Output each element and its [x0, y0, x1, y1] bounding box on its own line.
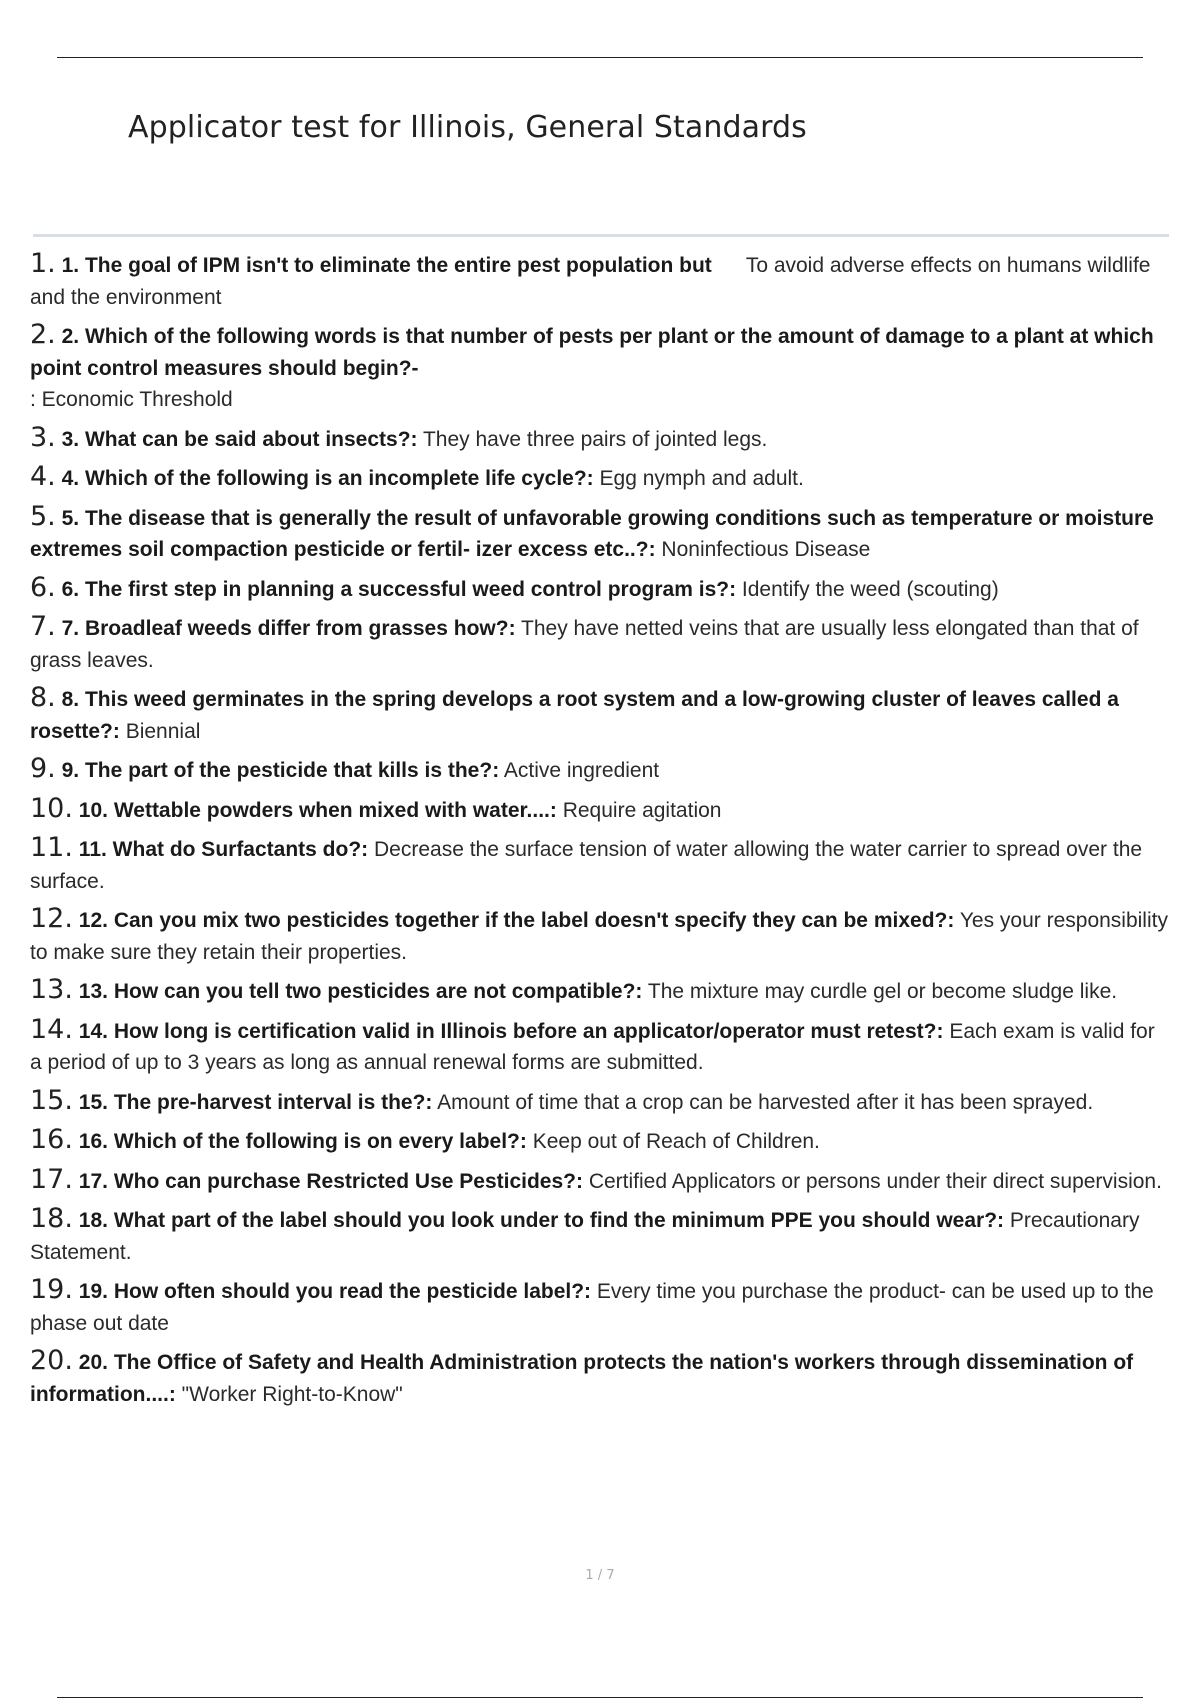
question-text: 17. Who can purchase Restricted Use Pesticides?: — [78, 1169, 583, 1193]
question-text: 15. The pre-harvest interval is the?: — [78, 1090, 433, 1114]
answer-text: They have three pairs of jointed legs. — [422, 427, 768, 451]
question-number: 17. — [30, 1163, 73, 1195]
question-number: 18. — [30, 1203, 73, 1234]
answer-text: Biennial — [125, 719, 201, 743]
answer-text: Require agitation — [562, 798, 722, 822]
question-text: 11. What do Surfactants do?: — [78, 838, 369, 861]
question-item — [30, 248, 1170, 313]
question-item — [30, 1164, 1170, 1198]
answer-text: The mixture may curdle gel or become sludge like. — [647, 980, 1118, 1003]
question-number: 14. — [30, 1013, 73, 1045]
top-rule — [57, 57, 1143, 58]
question-number: 1. — [30, 248, 56, 279]
answer-text: They have netted veins that are usually less elongated than that of grass leaves. — [30, 617, 1139, 672]
question-text: 16. Which of the following is on every label?: — [78, 1130, 527, 1153]
question-item — [30, 461, 1170, 495]
question-item — [30, 1124, 1170, 1158]
question-number: 3. — [30, 421, 56, 453]
question-number: 2. — [30, 319, 56, 350]
question-item — [30, 832, 1170, 897]
question-item — [30, 793, 1170, 827]
question-item — [30, 1203, 1170, 1268]
question-number: 9. — [30, 753, 56, 784]
question-number: 10. — [30, 792, 73, 824]
question-item — [30, 422, 1170, 456]
title-divider — [33, 234, 1169, 237]
answer-text: "Worker Right-to-Know" — [181, 1382, 403, 1406]
answer-text: Yes your responsibility to make sure they retain their properties. — [30, 909, 1168, 964]
question-item — [30, 974, 1170, 1008]
question-number: 11. — [30, 832, 73, 863]
question-text: 7. Broadleaf weeds differ from grasses how?: — [61, 617, 516, 640]
question-text: 3. What can be said about insects?: — [61, 427, 418, 451]
bottom-rule — [57, 1697, 1143, 1698]
question-text: 2. Which of the following words is that number of pests per plant or the amount of damage to a plant at which point control measures should begin?- — [30, 325, 1154, 380]
question-list — [30, 248, 1170, 1416]
question-item — [30, 572, 1170, 606]
page-title: Applicator test for Illinois, General Standards — [128, 110, 807, 145]
question-number: 12. — [30, 903, 73, 934]
question-item — [30, 319, 1170, 416]
question-item — [30, 1014, 1170, 1079]
question-text: 10. Wettable powders when mixed with water....: — [78, 798, 557, 822]
answer-text: To avoid adverse effects on humans wildlife and the environment — [30, 254, 1151, 309]
question-item — [30, 753, 1170, 787]
answer-text: Keep out of Reach of Children. — [532, 1130, 820, 1153]
question-text: 4. Which of the following is an incomplete life cycle?: — [61, 467, 594, 490]
question-item — [30, 682, 1170, 747]
question-text: 6. The first step in planning a successful weed control program is?: — [61, 577, 737, 601]
answer-text: Decrease the surface tension of water allowing the water carrier to spread over the surface. — [30, 838, 1143, 893]
answer-text: Every time you purchase the product- can be used up to the phase out date — [30, 1280, 1154, 1335]
question-item — [30, 611, 1170, 676]
question-number: 7. — [30, 611, 56, 642]
question-text: 20. The Office of Safety and Health Administration protects the nation's workers through dissemination of information....: — [30, 1351, 1134, 1406]
answer-separator: : — [30, 388, 42, 411]
question-number: 13. — [30, 974, 73, 1005]
question-number: 8. — [30, 682, 56, 713]
answer-text: Certified Applicators or persons under their direct supervision. — [588, 1169, 1162, 1193]
question-item — [30, 1274, 1170, 1339]
answer-text: Active ingredient — [503, 759, 660, 782]
question-text: 19. How often should you read the pesticide label?: — [78, 1280, 592, 1303]
answer-text: Noninfectious Disease — [661, 538, 871, 561]
question-text: 1. The goal of IPM isn't to eliminate the entire pest population but — [61, 254, 712, 277]
question-text: 8. This weed germinates in the spring develops a root system and a low-growing cluster of leaves called a rosette?: — [30, 688, 1119, 743]
question-number: 20. — [30, 1345, 73, 1376]
question-number: 15. — [30, 1084, 73, 1116]
question-item — [30, 1085, 1170, 1119]
answer-text: Precautionary Statement. — [30, 1209, 1140, 1264]
question-number: 4. — [30, 461, 56, 492]
page-number: 1 / 7 — [585, 1568, 615, 1583]
question-number: 16. — [30, 1124, 73, 1155]
question-text: 13. How can you tell two pesticides are not compatible?: — [78, 980, 643, 1003]
question-item — [30, 903, 1170, 968]
question-text: 9. The part of the pesticide that kills is the?: — [61, 759, 500, 782]
answer-text: Egg nymph and adult. — [599, 467, 804, 490]
answer-text: Economic Threshold — [41, 388, 233, 411]
question-item — [30, 1345, 1170, 1410]
answer-text: Each exam is valid for a period of up to 3 years as long as annual renewal forms are submitted. — [30, 1019, 1155, 1074]
question-text: 14. How long is certification valid in Illinois before an applicator/operator must retest?: — [78, 1019, 944, 1043]
question-number: 5. — [30, 500, 56, 532]
question-number: 19. — [30, 1274, 73, 1305]
question-number: 6. — [30, 571, 56, 603]
question-text: 12. Can you mix two pesticides together if the label doesn't specify they can be mixed?: — [78, 909, 955, 932]
question-text: 5. The disease that is generally the result of unfavorable growing conditions such as temperature or moisture extremes soil compaction pesticide or fertil- izer excess etc..?: — [30, 506, 1154, 561]
answer-text: Amount of time that a crop can be harvested after it has been sprayed. — [437, 1090, 1094, 1114]
answer-text: Identify the weed (scouting) — [741, 577, 999, 601]
question-text: 18. What part of the label should you look under to find the minimum PPE you should wear?: — [78, 1209, 1005, 1232]
question-item — [30, 501, 1170, 566]
